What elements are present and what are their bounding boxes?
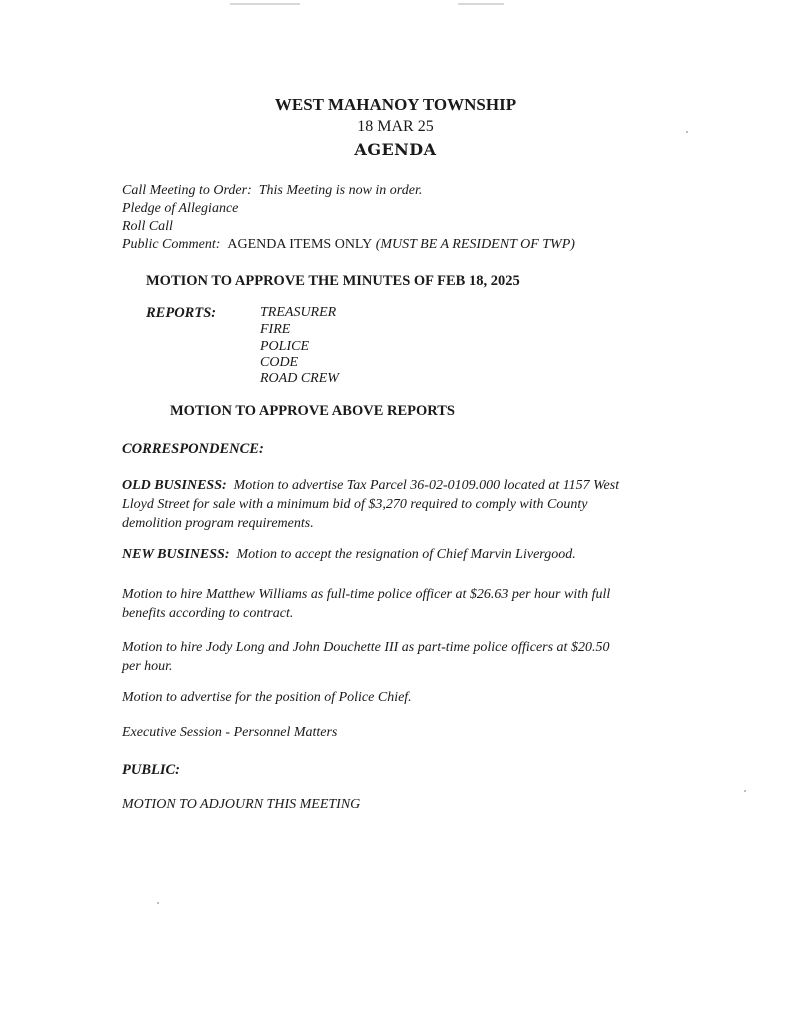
agenda-title: AGENDA bbox=[354, 140, 437, 159]
motion-approve-reports: MOTION TO APPROVE ABOVE REPORTS bbox=[170, 403, 455, 419]
motion-hire-full-time-line-2: benefits according to contract. bbox=[122, 606, 294, 621]
scan-speck bbox=[744, 790, 746, 792]
call-to-order-text: This Meeting is now in order. bbox=[258, 183, 423, 198]
executive-session: Executive Session - Personnel Matters bbox=[122, 725, 338, 740]
motion-hire-full-time-line-1: Motion to hire Matthew Williams as full-time police officer at $26.63 per hour with full bbox=[122, 587, 611, 602]
motion-adjourn: MOTION TO ADJOURN THIS MEETING bbox=[122, 797, 361, 812]
old-business-text-2: Lloyd Street for sale with a minimum bid of $3,270 required to comply with County bbox=[122, 497, 588, 512]
new-business-label: NEW BUSINESS: bbox=[122, 547, 230, 562]
old-business-text-1: Motion to advertise Tax Parcel 36-02-0109.000 located at 1157 West bbox=[233, 478, 620, 493]
new-business-text: Motion to accept the resignation of Chief Marvin Livergood. bbox=[236, 547, 576, 562]
motion-hire-part-time bbox=[122, 638, 682, 676]
report-item: TREASURER bbox=[260, 305, 337, 320]
motion-hire-full-time bbox=[122, 585, 682, 623]
correspondence-label: CORRESPONDENCE: bbox=[122, 441, 264, 457]
old-business bbox=[122, 476, 682, 533]
report-item: FIRE bbox=[260, 322, 291, 337]
public-comment-items: AGENDA ITEMS ONLY bbox=[227, 237, 373, 252]
call-to-order-label: Call Meeting to Order: bbox=[122, 183, 252, 198]
public-comment bbox=[122, 237, 575, 253]
motion-hire-part-time-line-1: Motion to hire Jody Long and John Douchette III as part-time police officers at $20.50 bbox=[122, 640, 610, 655]
public-comment-label: Public Comment: bbox=[122, 237, 221, 252]
old-business-label: OLD BUSINESS: bbox=[122, 478, 227, 493]
reports-label: REPORTS: bbox=[146, 305, 217, 321]
motion-advertise-police-chief: Motion to advertise for the position of Police Chief. bbox=[122, 690, 412, 705]
report-item: POLICE bbox=[260, 339, 309, 354]
old-business-text-3: demolition program requirements. bbox=[122, 516, 314, 531]
report-item: CODE bbox=[260, 355, 299, 370]
scan-artifact bbox=[230, 3, 300, 5]
motion-approve-minutes: MOTION TO APPROVE THE MINUTES OF FEB 18, 2025 bbox=[146, 273, 520, 289]
scan-speck bbox=[157, 902, 159, 904]
public-label: PUBLIC: bbox=[122, 762, 180, 778]
report-item: ROAD CREW bbox=[260, 371, 339, 386]
pledge-of-allegiance: Pledge of Allegiance bbox=[122, 201, 239, 216]
call-to-order bbox=[122, 183, 422, 199]
new-business bbox=[122, 545, 682, 564]
motion-hire-part-time-line-2: per hour. bbox=[122, 659, 173, 674]
public-comment-note: (MUST BE A RESIDENT OF TWP) bbox=[375, 237, 575, 252]
scan-artifact bbox=[458, 3, 504, 5]
roll-call: Roll Call bbox=[122, 219, 173, 234]
township-name: WEST MAHANOY TOWNSHIP bbox=[274, 95, 517, 114]
meeting-date: 18 MAR 25 bbox=[357, 118, 434, 135]
